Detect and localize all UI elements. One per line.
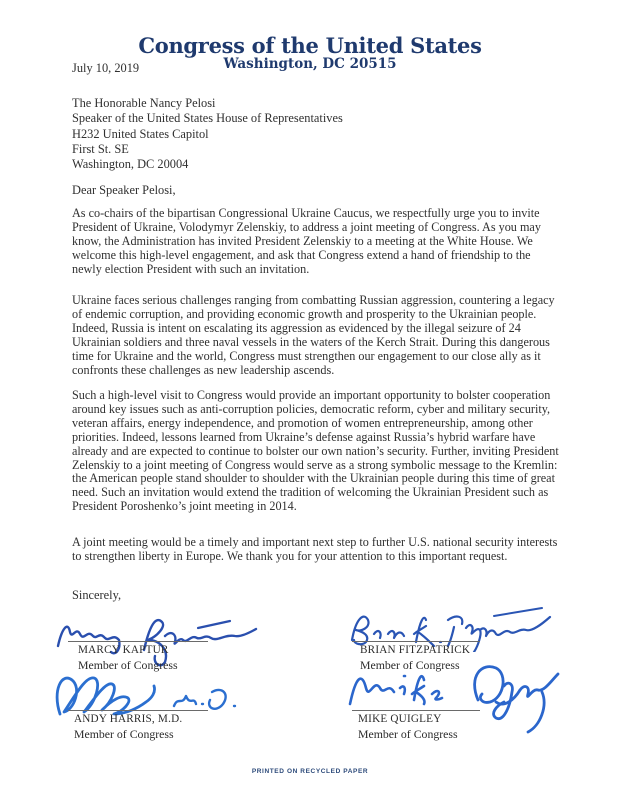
signer-name: MIKE QUIGLEY <box>358 713 442 725</box>
signer-title: Member of Congress <box>78 658 178 672</box>
signer-name: ANDY HARRIS, M.D. <box>74 713 183 725</box>
signature-line <box>68 641 208 642</box>
signature-mike-quigley <box>344 658 572 738</box>
letterhead-city: Washington, DC 20515 <box>223 56 397 72</box>
closing: Sincerely, <box>72 588 122 602</box>
recipient-line: Washington, DC 20004 <box>72 157 189 172</box>
recipient-line: H232 United States Capitol <box>72 126 209 141</box>
recipient-address <box>72 96 343 172</box>
signer-title: Member of Congress <box>360 658 460 672</box>
footer-recycled-notice: PRINTED ON RECYCLED PAPER <box>251 768 369 775</box>
signature-line <box>352 641 480 642</box>
paragraph-1: As co-chairs of the bipartisan Congressional Ukraine Caucus, we respectfully urge you to invite President of Ukraine, Volodymyr Zelenskiy, to address a joint meeting of Congress. As you may know, the Administration has invited President Zelenskiy to a meeting at the White House. We welcome this high-level engagement, and ask that Congress extend a hand of friendship to the newly election President with such an invitation. <box>72 206 541 276</box>
paragraph-2: Ukraine faces serious challenges ranging from combatting Russian aggression, countering a legacy of endemic corruption, and providing economic growth and prosperity to the Ukrainian people. Indeed, Russia is intent on escalating its aggression as evidenced by the illegal seizure of 24 Ukrainian soldiers and three naval vessels in the waters of the Kerch Strait. During this dangerous time for Ukraine and the world, Congress must strengthen our engagement to our close ally as it confronts these challenges as new leadership ascends. <box>72 293 555 377</box>
signature-line <box>68 710 208 711</box>
signer-name: BRIAN FITZPATRICK <box>360 644 471 656</box>
signer-title: Member of Congress <box>358 727 458 741</box>
signature-line <box>352 710 480 711</box>
salutation: Dear Speaker Pelosi, <box>72 183 176 197</box>
mouse-cursor-icon <box>161 491 171 505</box>
paragraph-4: A joint meeting would be a timely and important next step to further U.S. national security interests to strengthen liberty in Europe. We thank you for your attention to this important request. <box>72 535 558 563</box>
recipient-line: The Honorable Nancy Pelosi <box>72 96 216 110</box>
recipient-line: First St. SE <box>72 141 129 156</box>
signer-title: Member of Congress <box>74 727 174 741</box>
signature-andy-harris <box>50 666 255 720</box>
signer-name: MARCY KAPTUR <box>78 644 169 656</box>
recipient-line: Speaker of the United States House of Representatives <box>72 111 343 126</box>
letterhead-title: Congress of the United States <box>138 33 482 58</box>
paragraph-3: Such a high-level visit to Congress would provide an important opportunity to bolster cooperation around key issues such as anti-corruption policies, democratic reform, cyber and military security, veteran affairs, energy independence, and promotion of women entrepreneurship, among other priorities. Indeed, lessons learned from Ukraine’s defense against Russia’s hybrid warfare have already and are expected to continue to bolster our own nation’s security. Further, inviting President Zelenskiy to a joint meeting of Congress would serve as a strong symbolic message to the Kremlin: the American people stand shoulder to shoulder with the Ukrainian people during this time of great need. Such an invitation would extend the tradition of welcoming the Ukrainian President such as President Poroshenko’s joint meeting in 2014. <box>72 388 559 514</box>
letter-date: July 10, 2019 <box>72 61 140 75</box>
